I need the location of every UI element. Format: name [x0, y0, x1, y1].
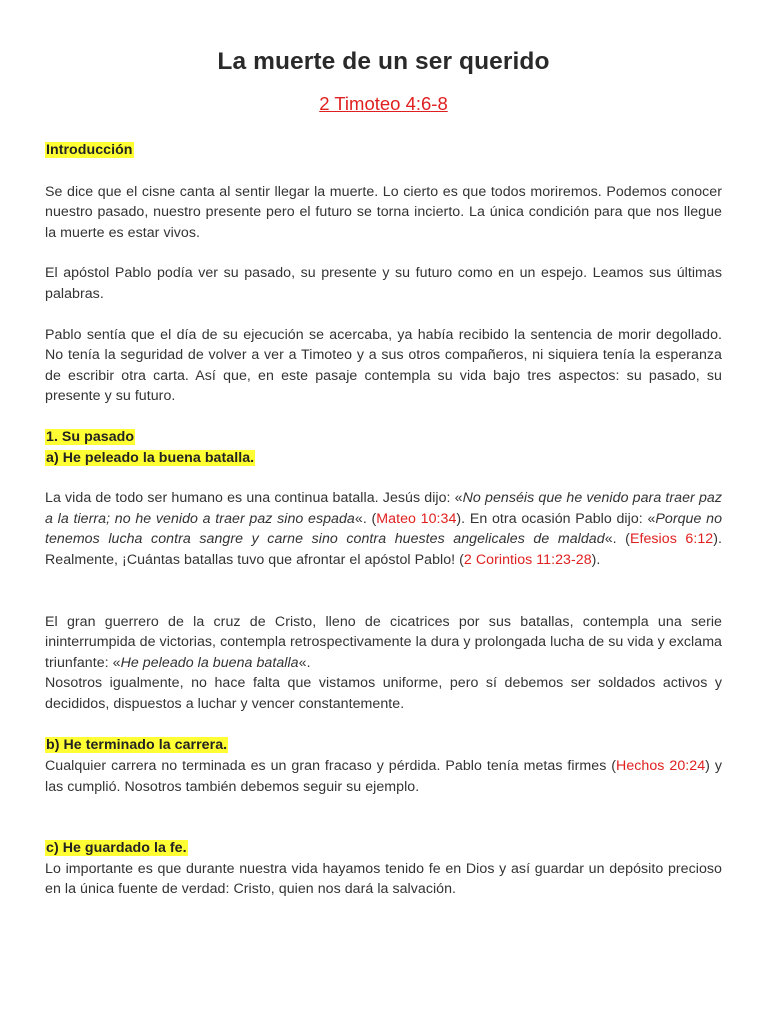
ref-link-hechos[interactable]: Hechos 20:24 — [616, 758, 706, 775]
text-segment: Cualquier carrera no terminada es un gran fracaso y pérdida. Pablo tenía metas firmes ( — [45, 758, 617, 775]
section-heading-su-pasado: 1. Su pasado — [46, 428, 135, 445]
page-title: La muerte de un ser querido — [217, 48, 550, 75]
ref-link-efesios[interactable]: Efesios 6:12 — [629, 531, 714, 548]
paragraph-8: Lo importante es que durante nuestra vida hayamos tenido fe en Dios y así guardar un depósito precioso en la única fuente de verdad: Cristo, quien nos dará la salvación. — [45, 860, 722, 898]
scripture-reference-link[interactable]: 2 Timoteo 4:6-8 — [319, 93, 448, 114]
subsection-heading-fe: c) He guardado la fe. — [46, 840, 187, 857]
text-segment: «. ( — [354, 510, 377, 527]
quote-jesus: No penséis que he venido para traer paz a la tierra; no he venido a traer paz sino espada — [45, 490, 722, 527]
text-segment: La vida de todo ser humano es una continua batalla. Jesús dijo: « — [45, 490, 463, 507]
quote-batalla: He peleado la buena batalla — [120, 654, 299, 671]
paragraph-5 — [45, 612, 722, 715]
quote-pablo: Porque no tenemos lucha contra sangre y carne sino contra huestes angelicales de maldad — [45, 510, 723, 548]
ref-link-corintios[interactable]: 2 Corintios 11:23-28 — [463, 551, 592, 568]
paragraph-6: Nosotros igualmente, no hace falta que vistamos uniforme, pero sí debemos ser soldados activos y decididos, dispuestos a luchar y vencer constantemente. — [45, 675, 722, 712]
intro-heading: Introducción — [46, 142, 133, 158]
subsection-heading-carrera: b) He terminado la carrera. — [46, 737, 228, 754]
text-segment: «. — [298, 654, 311, 671]
text-segment: El gran guerrero de la cruz de Cristo, lleno de cicatrices por sus batallas, contempla una serie ininterrumpida de victorias, contempla retrospectivamente la dura y prolongada lucha de su vida y exclama triunfante: « — [45, 613, 722, 671]
text-segment: ). En otra ocasión Pablo dijo: « — [456, 510, 656, 527]
ref-link-mateo[interactable]: Mateo 10:34 — [376, 510, 457, 527]
text-segment: ) y las cumplió. Nosotros también debemos seguir su ejemplo. — [45, 758, 722, 795]
section-1-heading-block — [45, 427, 722, 468]
intro-heading-block — [45, 140, 722, 161]
text-segment: «. ( — [604, 531, 630, 548]
paragraph-1: Se dice que el cisne canta al sentir llegar la muerte. Lo cierto es que todos moriremos. Podemos conocer nuestro pasado, nuestro presente pero el futuro se torna incierto. La única condición para que nos llegue la muerte es estar vivos. — [45, 183, 722, 241]
subsection-c-block — [45, 838, 722, 900]
paragraph-4 — [45, 488, 722, 570]
text-segment: ). — [591, 551, 601, 568]
subsection-b-block — [45, 735, 722, 797]
text-segment: ). Realmente, ¡Cuántas batallas tuvo que afrontar el apóstol Pablo! ( — [45, 531, 723, 568]
paragraph-3: Pablo sentía que el día de su ejecución se acercaba, ya había recibido la sentencia de morir degollado. No tenía la seguridad de volver a ver a Timoteo y a sus otros compañeros, ni siquiera tenía la esperanza de escribir otra carta. Así que, en este pasaje contempla su vida bajo tres aspectos: su pasado, su presente y su futuro. — [45, 326, 722, 405]
subsection-heading-batalla: a) He peleado la buena batalla. — [46, 449, 255, 466]
paragraph-2: El apóstol Pablo podía ver su pasado, su presente y su futuro como en un espejo. Leamos sus últimas palabras. — [45, 265, 722, 302]
